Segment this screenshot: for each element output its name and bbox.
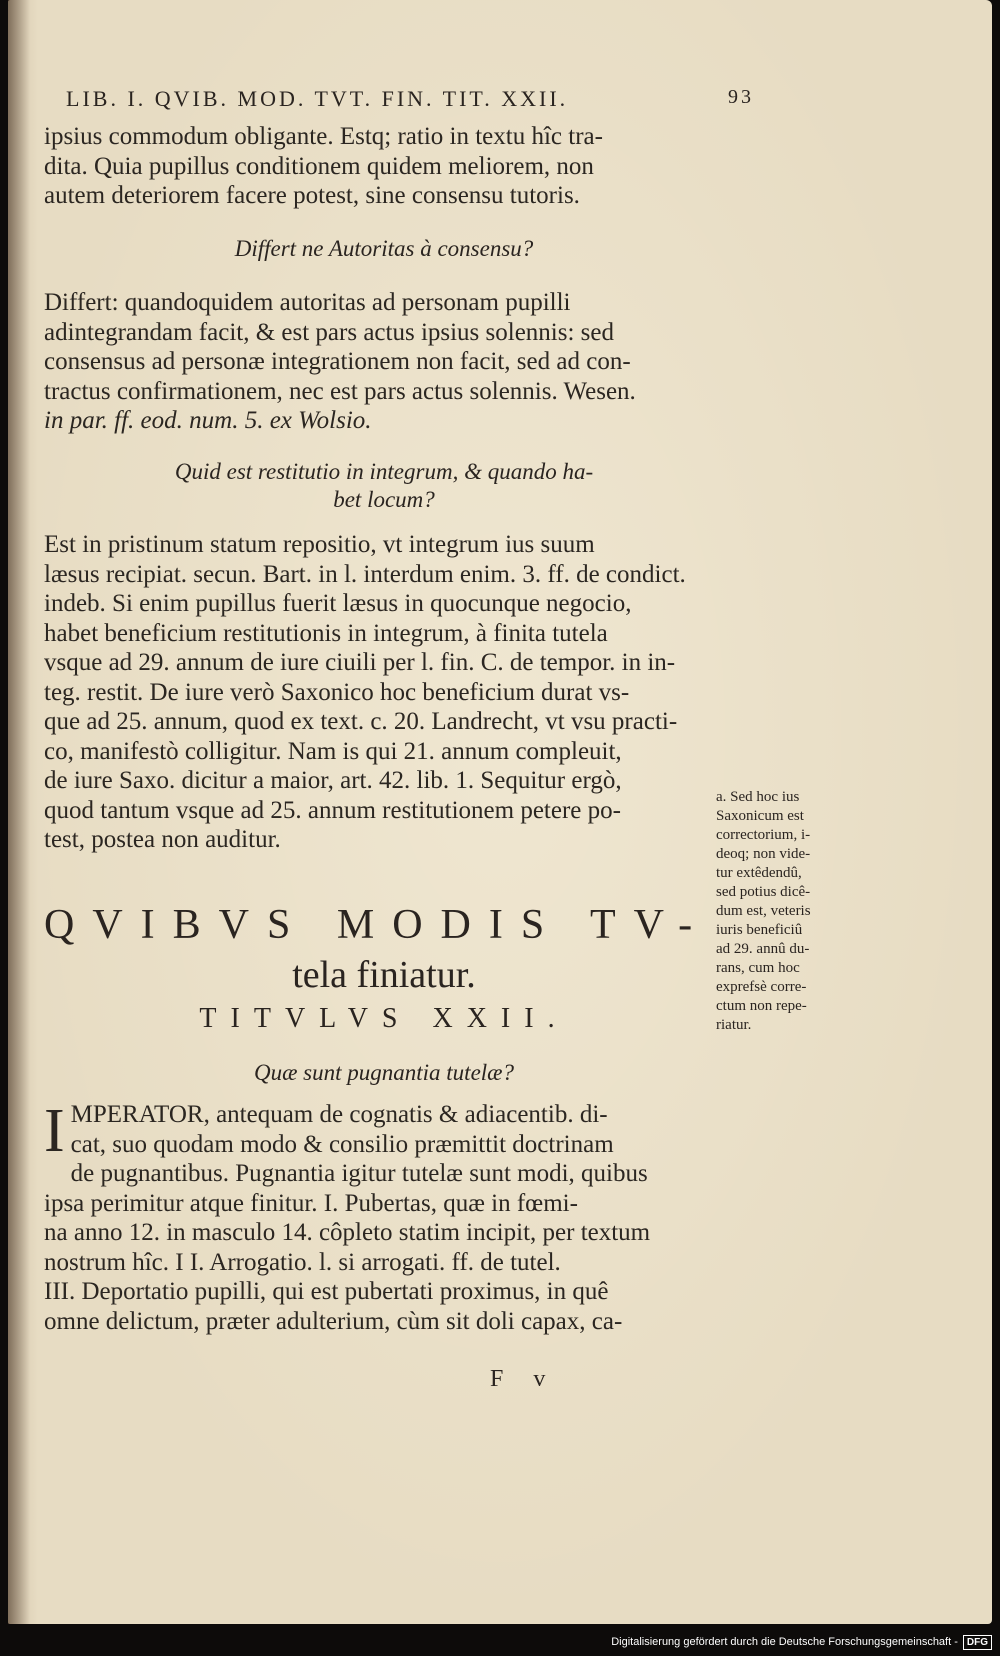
text-line: teg. restit. De iure verò Saxonico hoc beneficium durat vs-: [44, 678, 630, 706]
margin-note-line: ad 29. annû du-: [716, 941, 810, 957]
text-line: adintegrandam facit, & est pars actus ipsius solennis: sed: [44, 318, 615, 346]
running-head-text: LIB. I. QVIB. MOD. TVT. FIN. TIT. XXII.: [66, 86, 569, 111]
signature-mark: F v: [490, 1366, 558, 1392]
margin-note: [716, 788, 876, 1035]
margin-note-line: a. Sed hoc ius: [716, 789, 800, 805]
question-heading-pugnantia: Quæ sunt pugnantia tutelæ?: [253, 1060, 515, 1085]
text-line: omne delictum, præter adulterium, cùm sit doli capax, ca-: [44, 1307, 623, 1335]
text-line: indeb. Si enim pupillus fuerit læsus in quocunque negocio,: [44, 590, 632, 617]
text-line: quod tantum vsque ad 25. annum restitutionem petere po-: [44, 796, 621, 824]
question-heading: Differt ne Autoritas à consensu?: [234, 236, 534, 261]
question-line: Quid est restitutio in integrum, & quando ha-: [174, 459, 594, 484]
section-title: [44, 900, 724, 1000]
margin-note-line: dum est, veteris: [716, 903, 811, 919]
margin-note-line: ctum non repe-: [716, 998, 807, 1014]
margin-note-line: riatur.: [716, 1017, 752, 1033]
paragraph-restitutio: [44, 530, 724, 855]
running-head: [66, 86, 754, 112]
margin-note-line: deoq; non vide-: [716, 846, 811, 862]
paragraph-answer-differt: [44, 288, 724, 436]
margin-note-line: exprefsè corre-: [716, 979, 807, 995]
text-line: na anno 12. in masculo 14. côpleto statim incipit, per textum: [44, 1219, 651, 1246]
margin-note-line: sed potius dicê-: [716, 884, 811, 900]
digitization-credit: [611, 1632, 992, 1652]
margin-note-line: iuris beneficiû: [716, 922, 803, 938]
text-line: test, postea non auditur.: [44, 826, 281, 853]
drop-cap: I: [44, 1097, 65, 1165]
question-heading-restitutio: [44, 458, 724, 514]
margin-note-line: rans, cum hoc: [716, 960, 800, 976]
dfg-logo: DFG: [963, 1635, 992, 1650]
question-line: bet locum?: [333, 487, 435, 512]
text-line: III. Deportatio pupilli, qui est pubertati proximus, in quê: [44, 1278, 609, 1305]
text-line: MPERATOR, antequam de cognatis & adiacentib. di-: [70, 1101, 608, 1128]
text-line: cat, suo quodam modo & consilio præmittit doctrinam: [70, 1130, 614, 1158]
page-number: 93: [728, 86, 754, 108]
page-gutter-shadow: [8, 0, 30, 1624]
text-line: Differt: quandoquidem autoritas ad personam pupilli: [44, 289, 571, 316]
text-line: in par. ff. eod. num. 5. ex Wolsio.: [44, 407, 372, 434]
section-title-line: tela finiatur.: [292, 954, 476, 996]
margin-note-line: Saxonicum est: [716, 808, 804, 824]
margin-note-line: correctorium, i-: [716, 827, 811, 843]
text-line: consensus ad personæ integrationem non facit, sed ad con-: [44, 348, 631, 375]
text-line: ipsa perimitur atque finitur. I. Pubertas, quæ in fœmi-: [44, 1189, 578, 1217]
text-line: dita. Quia pupillus conditionem quidem meliorem, non: [44, 152, 594, 180]
text-line: habet beneficium restitutionis in integrum, à finita tutela: [44, 619, 608, 647]
paragraph-imperator: [44, 1097, 724, 1336]
text-line: nostrum hîc. I I. Arrogatio. l. si arrogati. ff. de tutel.: [44, 1248, 561, 1276]
text-line: ipsius commodum obligante. Estq; ratio in textu hîc tra-: [44, 123, 603, 150]
text-line: Est in pristinum statum repositio, vt integrum ius suum: [44, 531, 595, 558]
text-line: co, manifestò colligitur. Nam is qui 21. annum compleuit,: [44, 737, 622, 765]
text-line: læsus recipiat. secun. Bart. in l. interdum enim. 3. ff. de condict.: [44, 560, 686, 588]
paragraph-continuation: [44, 122, 724, 211]
text-line: de pugnantibus. Pugnantia igitur tutelæ sunt modi, quibus: [70, 1160, 648, 1187]
text-line: vsque ad 29. annum de iure ciuili per l. fin. C. de tempor. in in-: [44, 649, 676, 676]
text-line: tractus confirmationem, nec est pars actus solennis. Wesen.: [44, 377, 636, 405]
section-title-line: QVIBVS MODIS TV-: [44, 902, 711, 948]
credit-text: Digitalisierung gefördert durch die Deutsche Forschungsgemeinschaft -: [611, 1636, 958, 1648]
margin-note-line: tur extêdendû,: [716, 865, 802, 881]
text-line: autem deteriorem facere potest, sine consensu tutoris.: [44, 182, 580, 209]
titulus-heading: TITVLVS XXII.: [199, 1003, 569, 1034]
text-line: de iure Saxo. dicitur a maior, art. 42. lib. 1. Sequitur ergò,: [44, 767, 622, 794]
text-line: que ad 25. annum, quod ex text. c. 20. Landrecht, vt vsu practi-: [44, 708, 678, 735]
